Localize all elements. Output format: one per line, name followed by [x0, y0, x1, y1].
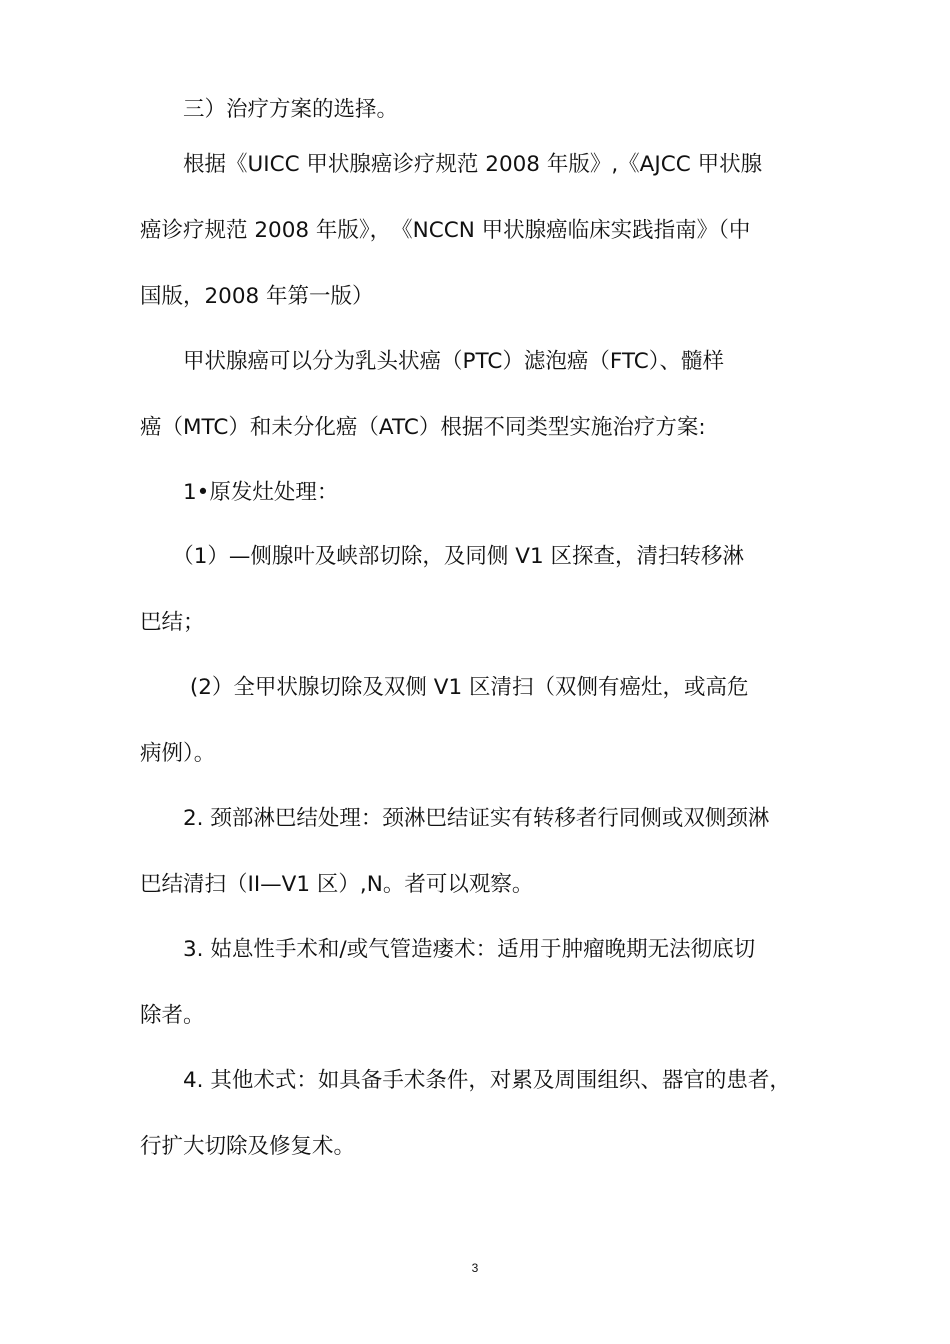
page-number: 3 — [471, 1261, 479, 1275]
text-line: 癌诊疗规范 2008 年版》， 《NCCN 甲状腺癌临床实践指南》（中 — [140, 218, 751, 243]
option-2-paragraph — [140, 655, 812, 787]
text-line: 病例）。 — [140, 741, 216, 766]
text-line: (2）全甲状腺切除及双侧 V1 区清扫（双侧有癌灶，或高危 — [140, 675, 749, 700]
text-line: 4. 其他术式：如具备手术条件，对累及周围组织、器官的患者， — [140, 1068, 791, 1093]
text-line: 根据《UICC 甲状腺癌诊疗规范 2008 年版》,《AJCC 甲状腺 — [140, 152, 763, 177]
classification-paragraph — [140, 329, 812, 461]
option-1-paragraph — [140, 524, 812, 656]
text-line: 甲状腺癌可以分为乳头状癌（PTC）滤泡癌（FTC）、髓样 — [140, 349, 724, 374]
text-line: 2. 颈部淋巴结处理：颈淋巴结证实有转移者行同侧或双侧颈淋 — [140, 806, 770, 831]
text-line: 癌（MTC）和未分化癌（ATC）根据不同类型实施治疗方案: — [140, 415, 706, 440]
text-line: 1•原发灶处理： — [140, 480, 339, 505]
neck-lymph-paragraph — [140, 786, 812, 918]
palliative-paragraph — [140, 917, 812, 1049]
text-line: 巴结清扫（II—V1 区）,N。者可以观察。 — [140, 872, 534, 897]
primary-lesion-heading — [140, 460, 812, 526]
other-surgery-paragraph — [140, 1048, 812, 1180]
text-line: 国版，2008 年第一版） — [140, 284, 374, 309]
text-line: 除者。 — [140, 1003, 205, 1028]
text-line: 巴结； — [140, 610, 205, 635]
text-line: （1）—侧腺叶及峡部切除，及同侧 V1 区探查，清扫转移淋 — [140, 544, 744, 569]
guidelines-paragraph — [140, 132, 812, 330]
text-line: 三）治疗方案的选择。 — [140, 97, 399, 122]
text-line: 行扩大切除及修复术。 — [140, 1134, 356, 1159]
text-line: 3. 姑息性手术和/或气管造瘘术：适用于肿瘤晚期无法彻底切 — [140, 937, 756, 962]
